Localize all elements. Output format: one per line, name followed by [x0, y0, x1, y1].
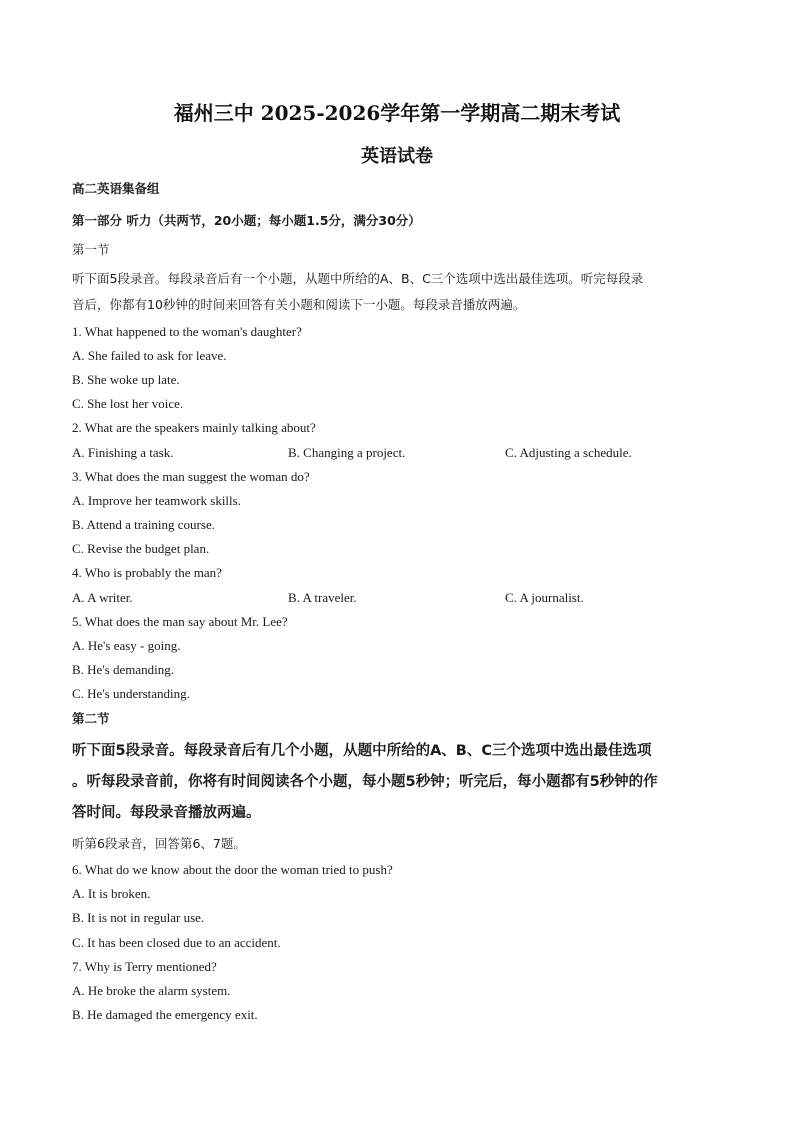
section2-instructions-line: 。听每段录音前，你将有时间阅读各个小题，每小题5秒钟；听完后，每小题都有5秒钟的作: [72, 774, 658, 790]
question-option: C. Revise the budget plan.: [72, 541, 210, 556]
exam-title: 福州三中 2025-2026学年第一学期高二期末考试: [173, 101, 621, 125]
question-option: A. Finishing a task.: [72, 445, 174, 460]
question-option: B. A traveler.: [288, 590, 357, 605]
question-stem: 3. What does the man suggest the woman do?: [72, 469, 310, 484]
question-option: C. He's understanding.: [72, 686, 190, 701]
question-stem: 4. Who is probably the man?: [72, 565, 222, 580]
question-option: B. It is not in regular use.: [72, 910, 205, 925]
question-option: A. Improve her teamwork skills.: [72, 493, 241, 508]
question-option: C. A journalist.: [505, 590, 584, 605]
section1-instructions-line: 听下面5段录音。每段录音后有一个小题，从题中所给的A、B、C三个选项中选出最佳选项。听完每段录: [72, 271, 644, 286]
question-options-row: [72, 445, 722, 461]
question-option: B. He damaged the emergency exit.: [72, 1007, 258, 1022]
author-group: 高二英语集备组: [72, 181, 160, 196]
question-stem: 7. Why is Terry mentioned?: [72, 959, 217, 974]
question-option: C. It has been closed due to an accident.: [72, 935, 281, 950]
section1-instructions-line: 音后，你都有10秒钟的时间来回答有关小题和阅读下一小题。每段录音播放两遍。: [72, 297, 526, 312]
section2-label: 第二节: [72, 711, 110, 726]
passage-note: 听第6段录音，回答第6、7题。: [72, 836, 246, 851]
question-option: A. She failed to ask for leave.: [72, 348, 227, 363]
question-option: A. He broke the alarm system.: [72, 983, 231, 998]
section2-instructions-line: 答时间。每段录音播放两遍。: [72, 805, 261, 821]
question-option: A. He's easy - going.: [72, 638, 181, 653]
question-stem: 6. What do we know about the door the woman tried to push?: [72, 862, 393, 877]
question-option: B. She woke up late.: [72, 372, 180, 387]
question-options-row: [72, 590, 722, 606]
section2-instructions-line: 听下面5段录音。每段录音后有几个小题，从题中所给的A、B、C三个选项中选出最佳选项: [72, 743, 652, 759]
question-option: C. She lost her voice.: [72, 396, 184, 411]
question-stem: 5. What does the man say about Mr. Lee?: [72, 614, 288, 629]
question-stem: 2. What are the speakers mainly talking about?: [72, 420, 316, 435]
question-option: B. Changing a project.: [288, 445, 406, 460]
question-option: B. Attend a training course.: [72, 517, 215, 532]
part1-heading: 第一部分 听力（共两节，20小题；每小题1.5分，满分30分）: [72, 213, 421, 228]
section1-label: 第一节: [72, 242, 110, 257]
question-option: B. He's demanding.: [72, 662, 174, 677]
exam-subtitle: 英语试卷: [361, 146, 433, 167]
question-option: A. It is broken.: [72, 886, 151, 901]
question-option: A. A writer.: [72, 590, 133, 605]
question-option: C. Adjusting a schedule.: [505, 445, 632, 460]
question-stem: 1. What happened to the woman's daughter?: [72, 324, 302, 339]
